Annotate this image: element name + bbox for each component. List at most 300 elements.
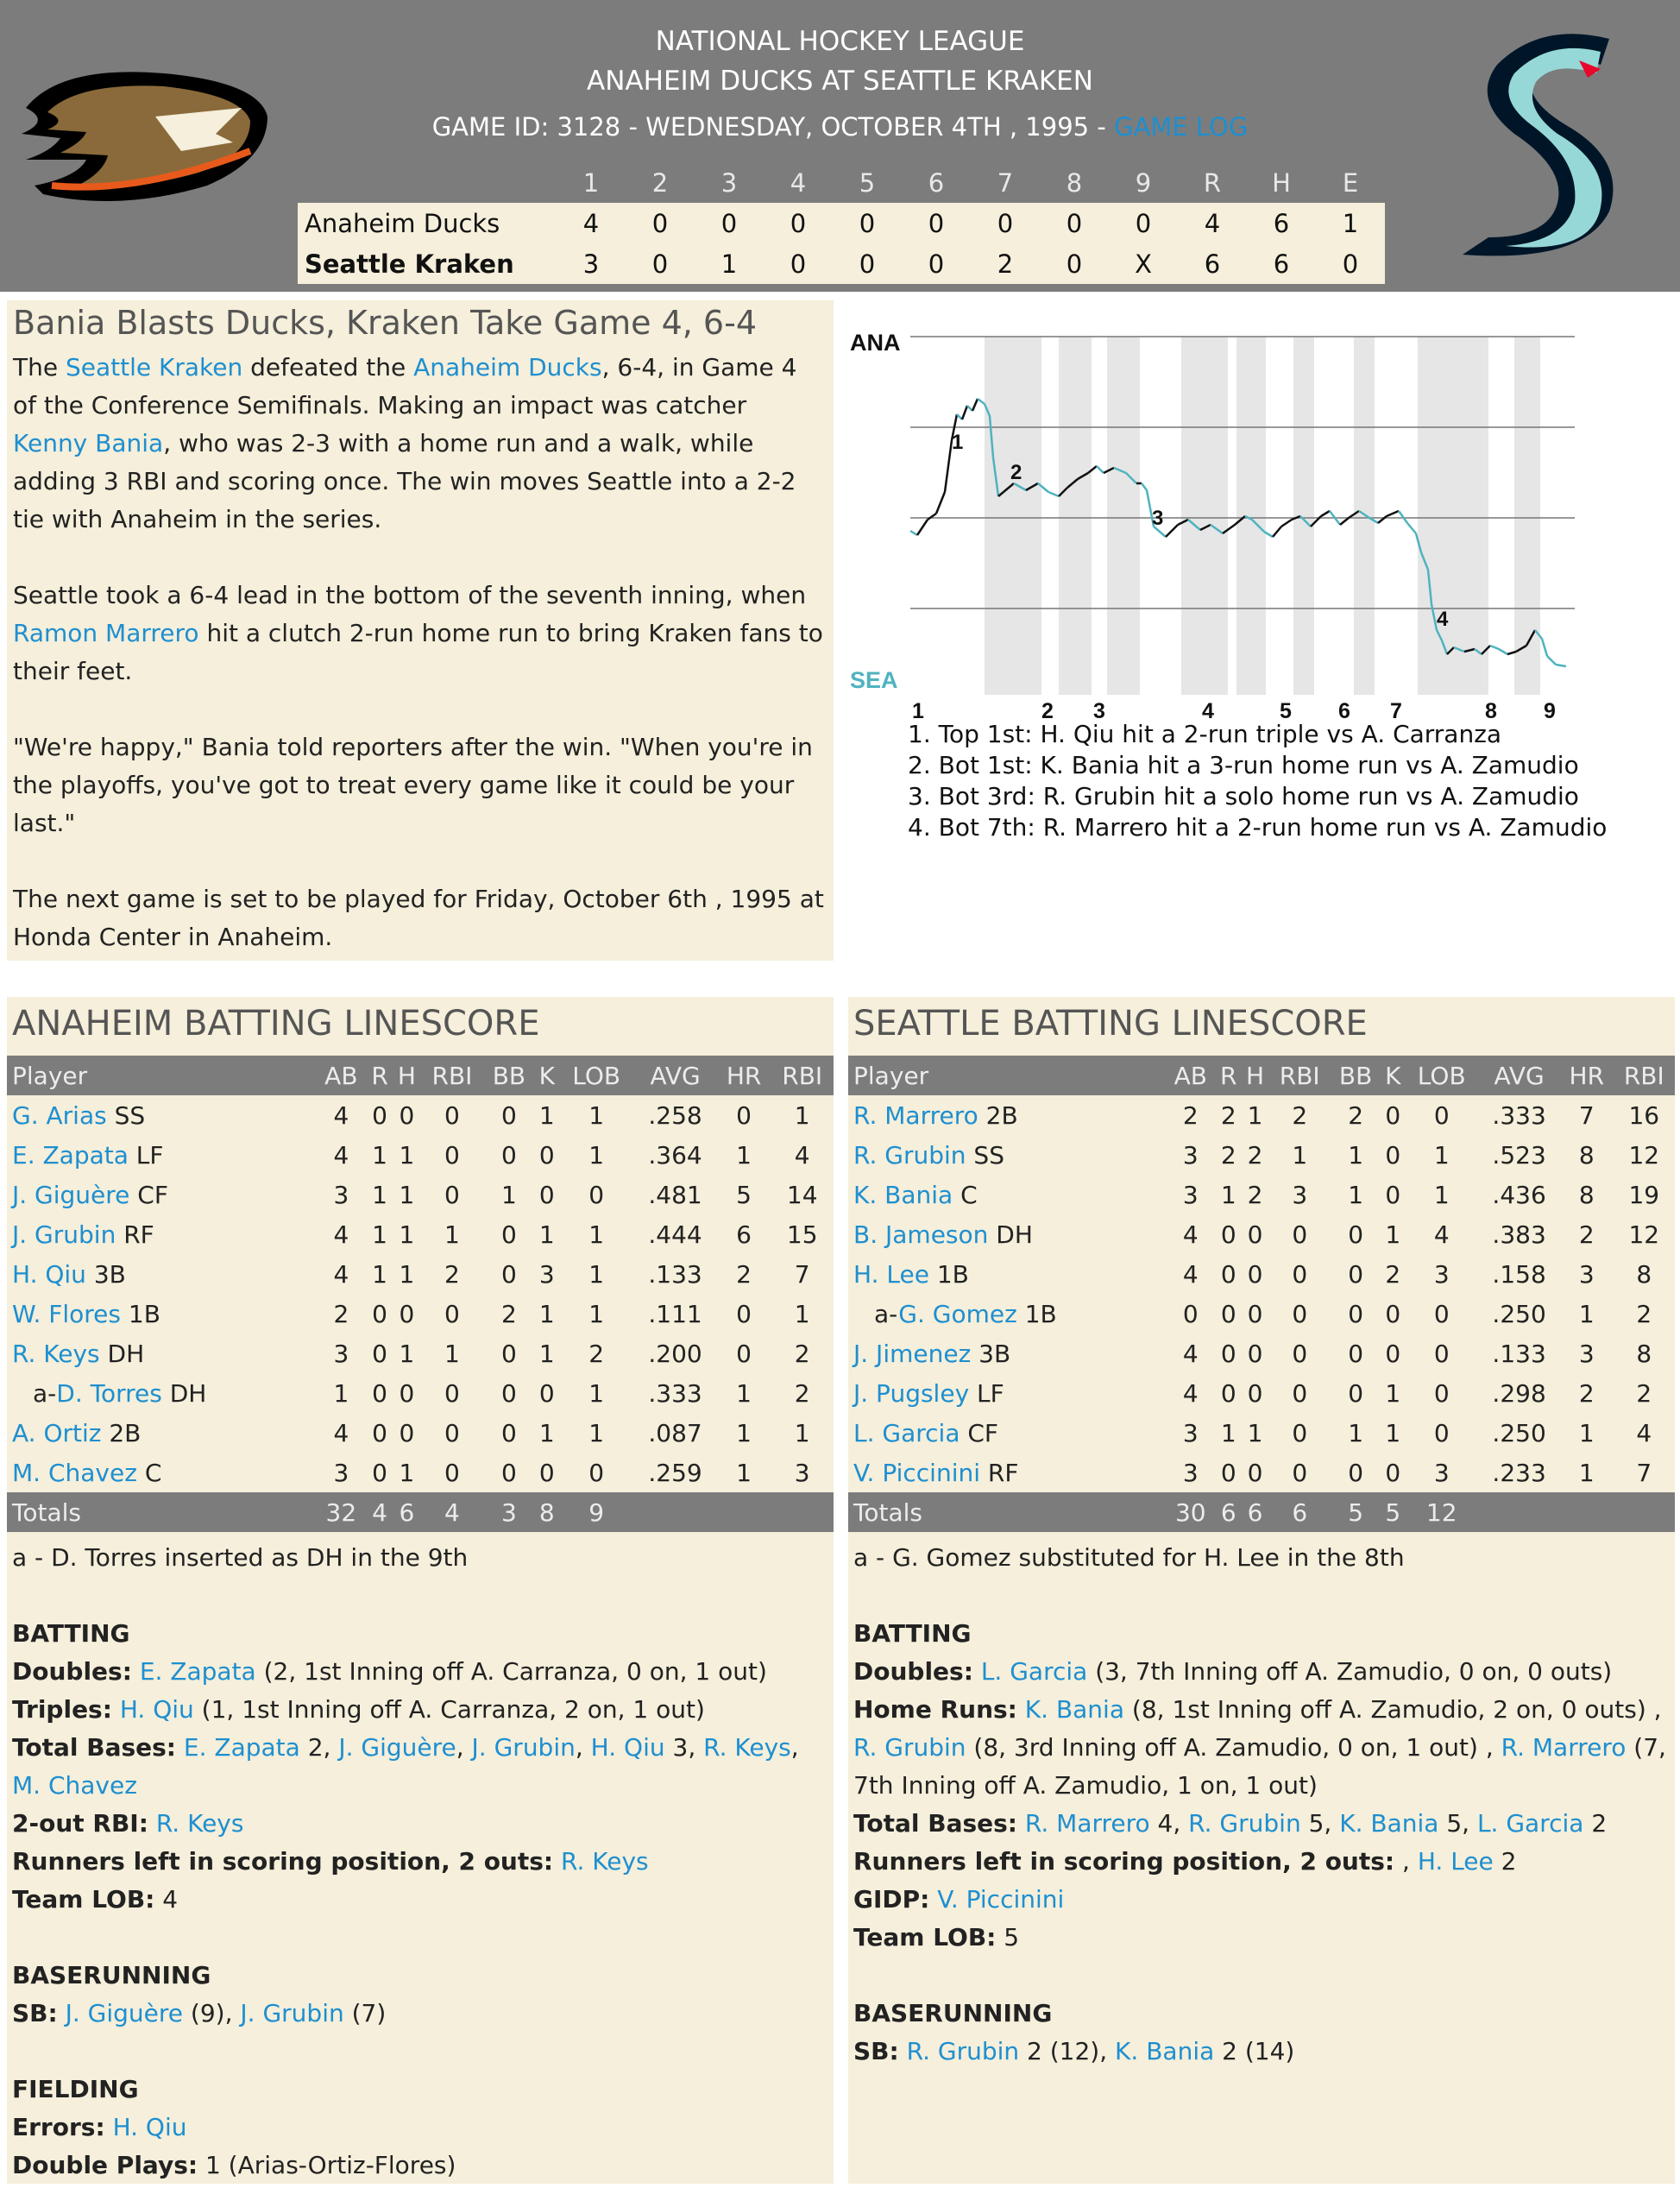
stat-value: 5: [1004, 1923, 1020, 1952]
player-link[interactable]: L. Garcia: [980, 1657, 1088, 1686]
totals-cell: 8: [535, 1492, 559, 1532]
stat-label: 2-out RBI:: [12, 1809, 148, 1838]
linescore-column-header: 4: [790, 167, 807, 198]
player-link[interactable]: A. Ortiz: [12, 1418, 102, 1447]
stat-cell: 1: [588, 1299, 605, 1328]
errors-line: [12, 2109, 828, 2147]
player-link[interactable]: J. Pugsley: [853, 1378, 970, 1408]
game-info-text: GAME ID: 3128 - WEDNESDAY, OCTOBER 4TH , 1995 -: [431, 112, 1106, 142]
stat-cell: 1: [1247, 1418, 1263, 1447]
stat-cell: 1: [1578, 1418, 1595, 1447]
stat-text: ,: [456, 1733, 472, 1762]
probability-segment: [962, 406, 967, 419]
stat-cell: 1: [538, 1299, 555, 1328]
stat-cell: 3: [794, 1458, 810, 1487]
player-link[interactable]: K. Bania: [1339, 1809, 1439, 1838]
stat-cell: 1: [444, 1220, 460, 1249]
stat-cell: 0: [399, 1378, 415, 1408]
stat-cell: 0: [1220, 1259, 1236, 1289]
stat-cell: 15: [786, 1220, 818, 1249]
totals-cell: 6: [1216, 1492, 1242, 1532]
probability-segment: [1048, 492, 1059, 496]
stat-label: SB:: [853, 2037, 899, 2065]
stat-cell: 0: [1247, 1259, 1263, 1289]
stat-cell: 0: [501, 1220, 517, 1249]
stat-cell: 0: [1385, 1299, 1401, 1328]
stat-cell: 7: [1636, 1458, 1652, 1487]
batting-column-header: K: [1381, 1056, 1405, 1095]
risp-line: [853, 1843, 1670, 1881]
key-event: 1. Top 1st: H. Qiu hit a 2-run triple vs A. Carranza: [908, 720, 1502, 748]
stat-cell: 4: [1182, 1378, 1199, 1408]
player-link[interactable]: L. Garcia: [1476, 1809, 1584, 1838]
player-cell: [848, 1413, 1166, 1453]
player-link[interactable]: R. Grubin: [853, 1733, 966, 1762]
batting-row: [7, 1294, 834, 1334]
stat-cell: 0: [1348, 1378, 1364, 1408]
story-text: , who was 2-3 with a home run and a walk, while adding 3 RBI and scoring once. The win moves Seattle into a 2-2 tie with Anaheim in the series.: [13, 429, 796, 533]
linescore-cell: 0: [928, 249, 945, 279]
player-link[interactable]: J. Giguère: [338, 1733, 456, 1762]
player-link[interactable]: H. Qiu: [590, 1733, 665, 1762]
stat-cell: 0: [1182, 1299, 1199, 1328]
player-position: SS: [966, 1140, 1004, 1170]
linescore-column-header: 9: [1135, 167, 1152, 198]
inning-band: [1181, 337, 1228, 695]
inning-label: 4: [1202, 699, 1214, 723]
stat-label: Total Bases:: [12, 1733, 176, 1762]
batting-row: [848, 1373, 1675, 1413]
player-link[interactable]: J. Jimenez: [853, 1339, 972, 1368]
linescore-team-name: Seattle Kraken: [305, 249, 514, 279]
player-cell: [7, 1294, 316, 1334]
game-log-link[interactable]: GAME LOG: [1114, 112, 1249, 142]
stat-cell: 2: [333, 1299, 349, 1328]
linescore-cell: 2: [997, 249, 1014, 279]
batting-row: [7, 1214, 834, 1254]
linescore-cell: 0: [1066, 249, 1083, 279]
player-cell: [7, 1175, 316, 1214]
player-position: 2B: [101, 1418, 142, 1447]
stat-cell: 1: [399, 1220, 415, 1249]
stat-cell: 0: [1220, 1220, 1236, 1249]
player-cell: [848, 1135, 1166, 1175]
substitution-note: a - D. Torres inserted as DH in the 9th: [12, 1543, 469, 1572]
story-paragraph-4: The next game is set to be played for Friday, October 6th , 1995 at Honda Center in Anaheim.: [13, 885, 824, 951]
stat-cell: 1: [588, 1259, 605, 1289]
key-event: 2. Bot 1st: K. Bania hit a 3-run home run vs A. Zamudio: [908, 751, 1579, 779]
totals-row: [848, 1492, 1675, 1532]
stat-cell: .444: [648, 1220, 702, 1249]
player-link[interactable]: J. Giguère: [65, 1999, 184, 2027]
stat-text: 2 (14): [1214, 2037, 1295, 2065]
stat-cell: 1: [399, 1339, 415, 1368]
linescore-cell: 4: [1204, 208, 1221, 238]
totals-cell: [1560, 1492, 1614, 1532]
baserunning-heading: BASERUNNING: [12, 1961, 211, 1989]
kenny-bania-link[interactable]: Kenny Bania: [13, 429, 164, 457]
probability-segment: [972, 399, 978, 411]
stat-cell: 2: [1578, 1378, 1595, 1408]
stat-label: Doubles:: [12, 1657, 132, 1686]
stat-text: (1, 1st Inning off A. Carranza, 2 on, 1 out): [193, 1695, 705, 1724]
stat-cell: 4: [1636, 1418, 1652, 1447]
seattle-batting-panel: [848, 997, 1675, 2184]
stat-cell: 1: [736, 1140, 752, 1170]
batting-row: [7, 1334, 834, 1373]
stat-cell: 1: [736, 1378, 752, 1408]
totals-cell: 30: [1166, 1492, 1216, 1532]
player-link[interactable]: D. Torres: [56, 1378, 162, 1408]
stat-cell: 0: [501, 1339, 517, 1368]
game-info: [0, 112, 1680, 142]
stat-cell: 1: [1578, 1299, 1595, 1328]
inning-label: 6: [1338, 699, 1350, 723]
probability-segment: [945, 440, 952, 492]
stat-cell: 1: [1385, 1378, 1401, 1408]
linescore-cell: 0: [928, 208, 945, 238]
stat-text: 5,: [1300, 1809, 1340, 1838]
linescore-column-header: E: [1342, 167, 1359, 198]
key-event: 3. Bot 3rd: R. Grubin hit a solo home run vs A. Zamudio: [908, 782, 1579, 810]
stat-cell: 2: [1348, 1100, 1364, 1130]
stat-cell: 2: [1247, 1140, 1263, 1170]
player-link[interactable]: R. Keys: [12, 1339, 100, 1368]
player-link[interactable]: R. Keys: [561, 1847, 649, 1876]
player-link[interactable]: R. Grubin: [853, 1140, 966, 1170]
batting-row: [848, 1214, 1675, 1254]
stat-cell: 0: [538, 1458, 555, 1487]
linescore-column-header: 5: [859, 167, 876, 198]
stat-cell: 4: [794, 1140, 810, 1170]
stat-cell: 0: [1220, 1378, 1236, 1408]
stat-cell: 0: [1433, 1299, 1450, 1328]
linescore-column-header: R: [1203, 167, 1222, 198]
player-link[interactable]: R. Grubin: [1188, 1809, 1301, 1838]
batting-column-header: AB: [1166, 1056, 1216, 1095]
stat-label: Runners left in scoring position, 2 outs:: [853, 1847, 1395, 1876]
stat-cell: 1: [372, 1220, 387, 1249]
stat-cell: .250: [1492, 1418, 1546, 1447]
stat-cell: 3: [1433, 1458, 1450, 1487]
stat-cell: 0: [538, 1378, 555, 1408]
stat-cell: .158: [1492, 1259, 1546, 1289]
batting-column-header: R: [367, 1056, 393, 1095]
player-link[interactable]: G. Arias: [12, 1100, 107, 1130]
player-link[interactable]: J. Giguère: [12, 1180, 130, 1209]
stat-cell: 4: [333, 1100, 349, 1130]
player-link[interactable]: G. Gomez: [898, 1299, 1017, 1328]
stat-cell: 1: [372, 1140, 387, 1170]
batting-column-header: AB: [316, 1056, 367, 1095]
totals-cell: [633, 1492, 716, 1532]
player-link[interactable]: H. Lee: [1417, 1847, 1494, 1876]
linescore-cell: 0: [790, 249, 807, 279]
stat-cell: 4: [1182, 1339, 1199, 1368]
event-marker: 2: [1010, 461, 1022, 484]
linescore-column-header: H: [1272, 167, 1291, 198]
player-link[interactable]: H. Qiu: [112, 2113, 187, 2141]
totals-cell: [717, 1492, 771, 1532]
batting-column-header: H: [393, 1056, 421, 1095]
batting-row: [848, 1095, 1675, 1135]
stat-cell: 2: [1182, 1100, 1199, 1130]
player-link[interactable]: M. Chavez: [12, 1771, 137, 1800]
probability-segment: [1378, 516, 1387, 523]
player-link[interactable]: K. Bania: [1115, 2037, 1215, 2065]
stat-text: 2: [1583, 1809, 1608, 1838]
player-cell: [848, 1453, 1166, 1492]
stat-cell: 1: [538, 1418, 555, 1447]
stat-text: (9),: [183, 1999, 241, 2027]
player-link[interactable]: H. Qiu: [119, 1695, 194, 1724]
anaheim-ducks-link[interactable]: Anaheim Ducks: [413, 353, 602, 381]
stat-cell: 0: [1247, 1339, 1263, 1368]
player-link[interactable]: V. Piccinini: [937, 1885, 1065, 1914]
player-link[interactable]: R. Marrero: [1024, 1809, 1150, 1838]
player-link[interactable]: B. Jameson: [853, 1220, 989, 1249]
stat-cell: 3: [1182, 1140, 1199, 1170]
player-link[interactable]: E. Zapata: [183, 1733, 300, 1762]
player-link[interactable]: L. Garcia: [853, 1418, 960, 1447]
player-link[interactable]: V. Piccinini: [853, 1458, 981, 1487]
stat-cell: 0: [399, 1100, 415, 1130]
stat-cell: .250: [1492, 1299, 1546, 1328]
player-position: 1B: [121, 1299, 160, 1328]
stat-label: Total Bases:: [853, 1809, 1017, 1838]
stat-cell: 0: [1292, 1339, 1308, 1368]
stat-cell: 2: [794, 1378, 810, 1408]
story-text: defeated the: [242, 353, 414, 381]
stat-text: ,: [1394, 1847, 1418, 1876]
stat-cell: 4: [333, 1140, 349, 1170]
player-cell: [848, 1095, 1166, 1135]
stat-cell: 0: [1385, 1180, 1401, 1209]
stat-cell: 1: [501, 1180, 517, 1209]
player-cell: [7, 1254, 316, 1294]
stat-cell: .298: [1492, 1378, 1546, 1408]
batting-row: [7, 1175, 834, 1214]
stat-cell: 0: [372, 1100, 387, 1130]
matchup-title: ANAHEIM DUCKS AT SEATTLE KRAKEN: [587, 66, 1093, 97]
batting-table: [848, 1056, 1675, 1532]
stat-cell: 1: [588, 1100, 605, 1130]
away-team-label: ANA: [850, 330, 901, 356]
linescore-cell: X: [1135, 249, 1152, 279]
stat-cell: 19: [1628, 1180, 1660, 1209]
stat-cell: 0: [1220, 1339, 1236, 1368]
stat-label: Team LOB:: [853, 1923, 997, 1952]
stat-cell: 0: [444, 1140, 460, 1170]
inning-label: 3: [1093, 699, 1105, 723]
batting-notes: [848, 1532, 1675, 2078]
batting-column-header: HR: [717, 1056, 771, 1095]
stat-text: 2: [1493, 1847, 1517, 1876]
stat-cell: 2: [1220, 1140, 1236, 1170]
risp-line: [12, 1843, 828, 1881]
inning-band: [1236, 337, 1266, 695]
player-link[interactable]: R. Marrero: [1501, 1733, 1627, 1762]
probability-segment: [910, 531, 917, 535]
totals-cell: 5: [1331, 1492, 1381, 1532]
player-cell: [848, 1294, 1166, 1334]
story-text: , 6-4, in Game 4 of the Conference Semifinals. Making an impact was catcher: [13, 353, 797, 419]
seattle-kraken-link[interactable]: Seattle Kraken: [65, 353, 243, 381]
batting-column-header: H: [1242, 1056, 1269, 1095]
stat-cell: .259: [648, 1458, 702, 1487]
win-probability-chart: [841, 319, 1601, 734]
totals-cell: 6: [1269, 1492, 1331, 1532]
stat-cell: 0: [1348, 1259, 1364, 1289]
substitute-prefix: a-: [33, 1378, 57, 1408]
stat-cell: 0: [736, 1339, 752, 1368]
player-position: CF: [129, 1180, 168, 1209]
stat-cell: 1: [1348, 1180, 1364, 1209]
stat-cell: 8: [1636, 1259, 1652, 1289]
totals-cell: 4: [367, 1492, 393, 1532]
totals-cell: 3: [483, 1492, 534, 1532]
stat-cell: 3: [1578, 1259, 1595, 1289]
stat-cell: 12: [1628, 1140, 1660, 1170]
stat-cell: 0: [1433, 1378, 1450, 1408]
linescore-cell: 0: [651, 208, 669, 238]
stat-cell: 0: [399, 1418, 415, 1447]
stat-cell: 0: [1385, 1458, 1401, 1487]
batting-row: [848, 1294, 1675, 1334]
linescore-column-header: 8: [1066, 167, 1083, 198]
stat-cell: 0: [501, 1418, 517, 1447]
event-marker: 3: [1152, 507, 1164, 530]
player-cell: [7, 1095, 316, 1135]
stat-cell: 1: [399, 1180, 415, 1209]
player-cell: [848, 1373, 1166, 1413]
probability-segment: [1547, 656, 1556, 665]
stat-cell: 0: [501, 1458, 517, 1487]
stat-cell: 0: [1433, 1100, 1450, 1130]
player-link[interactable]: M. Chavez: [12, 1458, 137, 1487]
stat-cell: 1: [794, 1418, 810, 1447]
stat-cell: 1: [794, 1299, 810, 1328]
player-link[interactable]: R. Keys: [703, 1733, 791, 1762]
stat-cell: 2: [1247, 1180, 1263, 1209]
player-position: 2B: [978, 1100, 1018, 1130]
inning-label: 1: [912, 699, 924, 723]
player-link[interactable]: E. Zapata: [12, 1140, 129, 1170]
batting-column-header: K: [535, 1056, 559, 1095]
player-link[interactable]: J. Grubin: [240, 1999, 344, 2027]
player-link[interactable]: J. Grubin: [471, 1733, 576, 1762]
stat-cell: 0: [588, 1180, 605, 1209]
probability-segment: [1407, 523, 1416, 533]
player-link[interactable]: J. Grubin: [12, 1220, 116, 1249]
player-link[interactable]: R. Grubin: [906, 2037, 1020, 2065]
stat-cell: 4: [333, 1259, 349, 1289]
stat-cell: 0: [1292, 1299, 1308, 1328]
batting-row: [7, 1254, 834, 1294]
probability-segment: [936, 492, 945, 514]
stat-cell: 2: [1292, 1100, 1308, 1130]
batting-row: [848, 1453, 1675, 1492]
player-link[interactable]: R. Keys: [155, 1809, 244, 1838]
player-link[interactable]: W. Flores: [12, 1299, 121, 1328]
batting-row: [7, 1453, 834, 1492]
panel-title: ANAHEIM BATTING LINESCORE: [12, 1004, 540, 1044]
stat-cell: 0: [1385, 1339, 1401, 1368]
totals-cell: 6: [393, 1492, 421, 1532]
probability-segment: [1142, 483, 1147, 490]
player-link[interactable]: H. Lee: [853, 1259, 929, 1289]
linescore-cell: 0: [997, 208, 1014, 238]
stat-cell: 1: [372, 1259, 387, 1289]
linescore-team-name: Anaheim Ducks: [305, 208, 500, 238]
stat-cell: 0: [1348, 1339, 1364, 1368]
probability-segment: [1273, 527, 1281, 537]
triples-line: [12, 1691, 828, 1729]
stat-cell: 0: [1247, 1299, 1263, 1328]
player-position: LF: [128, 1140, 164, 1170]
batting-header-row: [848, 1056, 1675, 1095]
stat-cell: 3: [1292, 1180, 1308, 1209]
stat-cell: 2: [1636, 1378, 1652, 1408]
batting-column-header: LOB: [559, 1056, 633, 1095]
player-link[interactable]: R. Marrero: [853, 1100, 978, 1130]
linescore-cell: 0: [651, 249, 669, 279]
stat-cell: 0: [444, 1458, 460, 1487]
stat-text: (3, 7th Inning off A. Zamudio, 0 on, 0 outs): [1087, 1657, 1613, 1686]
batting-column-header: RBI: [421, 1056, 484, 1095]
story-text: Seattle took a 6-4 lead in the bottom of the seventh inning, when: [13, 581, 807, 609]
player-link[interactable]: E. Zapata: [139, 1657, 256, 1686]
stat-cell: .383: [1492, 1220, 1546, 1249]
stat-cell: 1: [1348, 1140, 1364, 1170]
totals-label: Totals: [848, 1492, 1166, 1532]
player-cell: [7, 1373, 316, 1413]
stat-cell: 7: [1578, 1100, 1595, 1130]
stat-cell: 0: [1348, 1220, 1364, 1249]
seattle-kraken-logo: [1437, 13, 1652, 263]
league-title: NATIONAL HOCKEY LEAGUE: [655, 26, 1025, 57]
batting-column-header: LOB: [1405, 1056, 1478, 1095]
probability-segment: [928, 514, 936, 520]
player-link[interactable]: K. Bania: [1024, 1695, 1124, 1724]
stat-cell: 3: [333, 1180, 349, 1209]
ramon-marrero-link[interactable]: Ramon Marrero: [13, 619, 199, 647]
player-cell: [848, 1334, 1166, 1373]
inning-band: [1514, 337, 1540, 695]
linescore-cell: 4: [582, 208, 600, 238]
inning-band: [1059, 337, 1092, 695]
batting-column-header: Player: [848, 1056, 1166, 1095]
linescore-cell: 0: [859, 208, 876, 238]
linescore-cell: 6: [1273, 208, 1290, 238]
stat-cell: 0: [444, 1100, 460, 1130]
stat-cell: 16: [1628, 1100, 1660, 1130]
panel-title: SEATTLE BATTING LINESCORE: [853, 1004, 1368, 1044]
linescore-cell: 6: [1273, 249, 1290, 279]
stat-cell: 0: [399, 1299, 415, 1328]
total-bases-line: [853, 1805, 1670, 1843]
player-link[interactable]: K. Bania: [853, 1180, 953, 1209]
stat-cell: 0: [1292, 1458, 1308, 1487]
player-position: RF: [116, 1220, 154, 1249]
player-link[interactable]: H. Qiu: [12, 1259, 86, 1289]
player-position: C: [136, 1458, 162, 1487]
stat-value: 4: [162, 1885, 179, 1914]
stat-cell: .333: [1492, 1100, 1546, 1130]
stat-cell: 0: [1220, 1299, 1236, 1328]
stat-cell: 1: [538, 1339, 555, 1368]
player-cell: [7, 1135, 316, 1175]
